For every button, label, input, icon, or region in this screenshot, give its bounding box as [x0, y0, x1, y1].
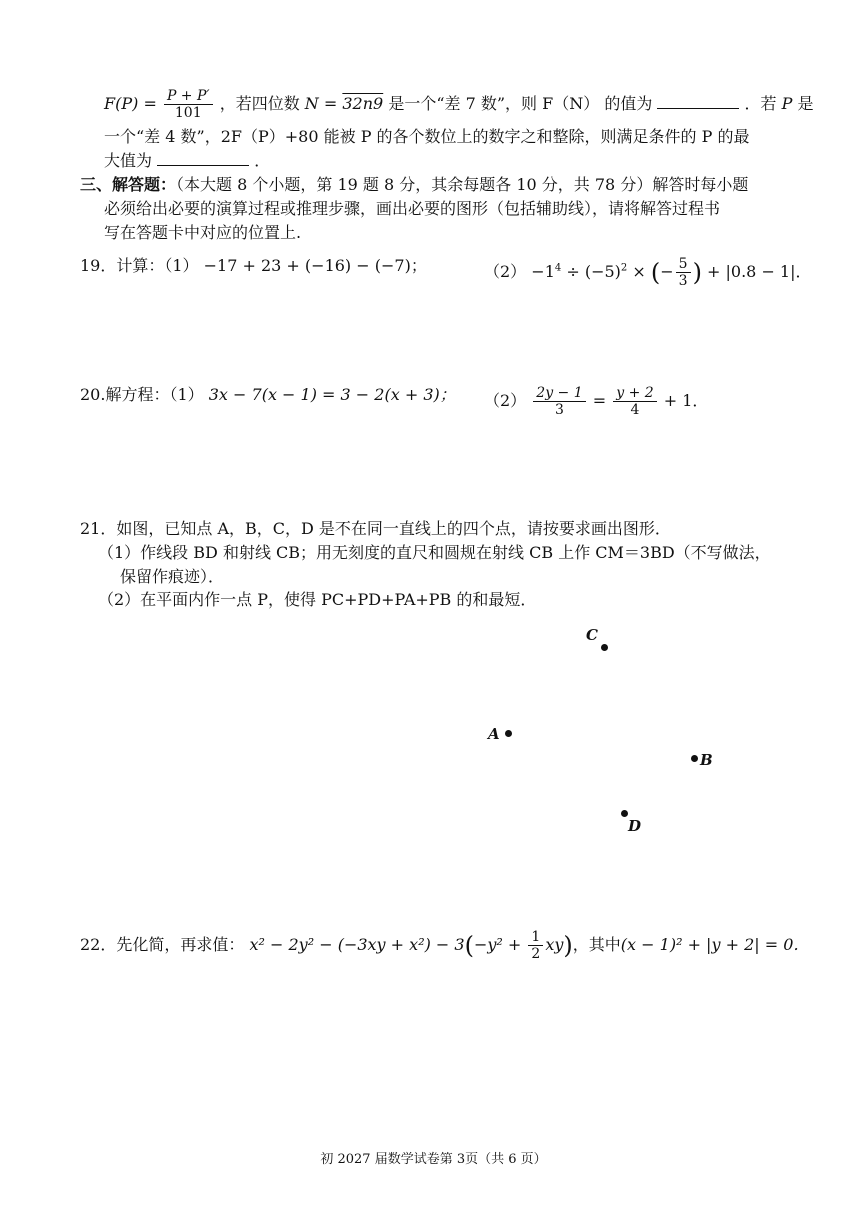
point-c — [601, 644, 608, 651]
q19-part2: $(2) -1^4 \div (-5)^2$ × (− $\frac{5}{3}$ ) + |0.8 − 1|． — [484, 256, 812, 289]
q21-line4: （2）在平面内作一点 P，使得 PC+PD+PA+PB 的和最短． — [98, 590, 537, 609]
q18-line1: F(P) = $\frac{P + P'}{101}$ ，若四位数 N = 32n9 是一个“差 7 数”，则 F（N） 的值为 ．若 P 是 — [104, 88, 814, 121]
answer-blank-2[interactable] — [157, 151, 249, 166]
q22-fraction: $\frac{1}{2}$ — [528, 929, 543, 962]
q20-part1: 20.解方程：（1） 3x − 7(x − 1) = 3 − 2(x + 3)； — [80, 385, 456, 404]
q22-expr: x² − 2y² − (−3xy + x²) − 3 — [249, 935, 465, 954]
f-p-formula: F(P) = — [104, 94, 157, 113]
q19-fraction: $\frac{5}{3}$ — [676, 256, 691, 289]
point-a — [505, 730, 512, 737]
point-b — [691, 755, 698, 762]
q21-line1: 21．如图，已知点 A，B，C，D 是不在同一直线上的四个点，请按要求画出图形． — [80, 519, 671, 538]
q22-condition: (x − 1)² + |y + 2| = 0． — [620, 935, 810, 954]
f-p-fraction: $\frac{P + P'}{101}$ — [164, 88, 213, 121]
q20-expr1: 3x − 7(x − 1) = 3 − 2(x + 3)； — [208, 385, 456, 404]
q21-line2: （1）作线段 BD 和射线 CB；用无刻度的直尺和圆规在射线 CB 上作 CM＝3BD（不写做法， — [98, 543, 771, 562]
point-a-label: A — [488, 725, 500, 743]
section3-line1: 三、解答题：（本大题 8 个小题，第 19 题 8 分，其余每题各 10 分，共 78 分）解答时每小题 — [80, 175, 749, 194]
q20-fraction-left: $\frac{2y - 1}{3}$ — [533, 385, 585, 418]
point-c-label: C — [586, 626, 598, 644]
section3-heading: 三、解答题： — [80, 175, 177, 194]
q21-line3: 保留作痕迹）． — [120, 567, 225, 586]
q22-line: 22．先化简，再求值： x² − 2y² − (−3xy + x²) − 3(−y² + $\frac{1}{2}$ xy)，其中(x − 1)² + |y + 2| = 0． — [80, 929, 810, 962]
q19-expr1: −17 + 23 + (−16) − (−7)； — [203, 256, 427, 275]
q20-part2: （2） $\frac{2y - 1}{3}$ = $\frac{y + 2}{4}$ + 1． — [484, 385, 709, 418]
point-d — [621, 810, 628, 817]
q18-line2: 一个“差 4 数”，2F（P）+80 能被 P 的各个数位上的数字之和整除，则满足条件的 P 的最 — [104, 127, 750, 146]
q20-fraction-right: $\frac{y + 2}{4}$ — [613, 385, 656, 418]
section3-line2: 必须给出必要的演算过程或推理步骤，画出必要的图形（包括辅助线），请将解答过程书 — [104, 199, 721, 218]
answer-blank-1[interactable] — [657, 94, 739, 109]
point-b-label: B — [700, 751, 713, 769]
q19-part1: 19．计算：（1） −17 + 23 + (−16) − (−7)； — [80, 256, 427, 275]
page-footer: 初 2027 届数学试卷第 3页（共 6 页） — [320, 1152, 547, 1167]
q18-line3: 大值为 ． — [104, 151, 271, 170]
overlined-number: 32n9 — [342, 94, 384, 113]
point-d-label: D — [628, 817, 642, 835]
section3-line3: 写在答题卡中对应的位置上. — [104, 223, 302, 242]
